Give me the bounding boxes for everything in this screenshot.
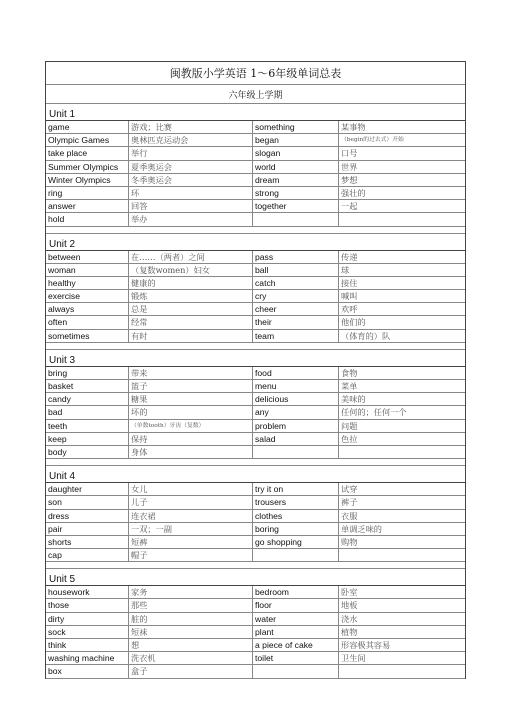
english-word: toilet: [252, 652, 338, 664]
table-row: [46, 161, 465, 174]
table-row: [46, 251, 465, 264]
chinese-meaning: 夏季奥运会: [128, 161, 252, 173]
english-word: delicious: [252, 393, 338, 405]
table-row: [46, 586, 465, 599]
chinese-meaning: 帽子: [128, 549, 252, 561]
table-row: [46, 134, 465, 147]
english-word: food: [252, 367, 338, 379]
chinese-meaning: 植物: [338, 626, 465, 638]
table-row: [46, 316, 465, 329]
english-word: hold: [48, 214, 65, 225]
chinese-meaning: 环: [128, 187, 252, 199]
english-word: trousers: [252, 496, 338, 508]
english-word: pass: [252, 251, 338, 263]
chinese-meaning: 篮子: [128, 380, 252, 392]
unit-heading: Unit 1: [46, 104, 465, 121]
chinese-meaning: 购物: [338, 536, 465, 548]
english-word: teeth: [48, 420, 68, 431]
chinese-meaning: 卫生间: [338, 652, 465, 664]
english-word: cry: [252, 290, 338, 302]
chinese-meaning: 世界: [338, 161, 465, 173]
chinese-meaning: 某事物: [338, 121, 465, 133]
english-word: cap: [48, 550, 62, 561]
chinese-meaning: 回答: [128, 200, 252, 212]
unit-spacer: [46, 227, 465, 234]
chinese-meaning: 任何的；任何一个: [338, 406, 465, 418]
unit-spacer: [46, 343, 465, 350]
table-row: [46, 187, 465, 200]
table-row: [46, 213, 465, 226]
chinese-meaning: 奥林匹克运动会: [128, 134, 252, 146]
chinese-meaning: 脏的: [128, 613, 252, 625]
english-word: go shopping: [252, 536, 338, 548]
units-container: [46, 104, 465, 679]
english-word: problem: [252, 420, 338, 432]
english-word: woman: [48, 264, 76, 275]
english-word: plant: [252, 626, 338, 638]
chinese-meaning: 家务: [128, 586, 252, 598]
chinese-meaning: 球: [338, 264, 465, 276]
chinese-meaning: 举办: [128, 213, 252, 225]
english-word: began: [252, 134, 338, 146]
english-word: salad: [252, 433, 338, 445]
english-word: housework: [48, 587, 90, 598]
term-subtitle: 六年级上学期: [46, 85, 465, 104]
english-word: try it on: [252, 483, 338, 495]
table-row: [46, 330, 465, 343]
chinese-meaning: 那些: [128, 599, 252, 611]
english-word: basket: [48, 381, 74, 391]
chinese-meaning: [338, 549, 465, 561]
english-word: exercise: [48, 291, 80, 302]
chinese-meaning: [338, 665, 465, 677]
chinese-meaning: 衣服: [338, 510, 465, 522]
chinese-meaning: 口号: [338, 147, 465, 159]
english-word: often: [48, 317, 68, 328]
english-word: [252, 549, 338, 561]
english-word: Winter Olympics: [48, 174, 111, 185]
chinese-meaning: 强壮的: [338, 187, 465, 199]
chinese-meaning: 一双；一副: [128, 523, 252, 535]
table-row: [46, 200, 465, 213]
english-word: bad: [48, 407, 63, 418]
table-row: [46, 290, 465, 303]
chinese-meaning: 洗衣机: [128, 652, 252, 664]
chinese-meaning: 食物: [338, 367, 465, 379]
chinese-meaning: 总是: [128, 303, 252, 315]
chinese-meaning: （体育的）队: [338, 330, 465, 342]
table-row: [46, 147, 465, 160]
english-word: world: [252, 161, 338, 173]
chinese-meaning: 盒子: [128, 665, 252, 677]
english-word: floor: [252, 599, 338, 611]
table-row: [46, 483, 465, 496]
table-row: [46, 549, 465, 562]
chinese-meaning: 连衣裙: [128, 510, 252, 522]
english-word: answer: [48, 201, 76, 212]
english-word: pair: [48, 523, 63, 534]
english-word: daughter: [48, 484, 82, 495]
english-word: keep: [48, 433, 67, 444]
chinese-meaning: [338, 213, 465, 225]
english-word: think: [48, 640, 67, 650]
chinese-meaning: 有时: [128, 330, 252, 342]
chinese-meaning: 游戏；比赛: [128, 121, 252, 133]
table-row: [46, 277, 465, 290]
table-row: [46, 174, 465, 187]
chinese-meaning: 身体: [128, 446, 252, 458]
chinese-meaning: 问题: [338, 420, 465, 432]
unit-spacer: [46, 459, 465, 466]
table-row: [46, 433, 465, 446]
english-word: son: [48, 497, 62, 508]
chinese-meaning: 色拉: [338, 433, 465, 445]
chinese-meaning: 女儿: [128, 483, 252, 495]
english-word: sometimes: [48, 330, 90, 341]
table-row: [46, 496, 465, 509]
english-word: sock: [48, 626, 66, 637]
english-word: dream: [252, 174, 338, 186]
chinese-meaning: 举行: [128, 147, 252, 159]
chinese-meaning: 菜单: [338, 380, 465, 392]
chinese-meaning: 单调乏味的: [338, 523, 465, 535]
chinese-meaning: （单数tooth）牙齿（复数）: [128, 420, 252, 432]
english-word: dress: [48, 510, 70, 521]
chinese-meaning: 儿子: [128, 496, 252, 508]
chinese-meaning: （复数women）妇女: [128, 264, 252, 276]
chinese-meaning: 经常: [128, 316, 252, 328]
chinese-meaning: 健康的: [128, 277, 252, 289]
english-word: box: [48, 666, 62, 677]
english-word: together: [252, 200, 338, 212]
chinese-meaning: 坏的: [128, 406, 252, 418]
english-word: healthy: [48, 277, 76, 288]
table-row: [46, 599, 465, 612]
chinese-meaning: 保持: [128, 433, 252, 445]
table-row: [46, 665, 465, 678]
table-row: [46, 367, 465, 380]
chinese-meaning: （begin的过去式）开始: [338, 134, 465, 146]
chinese-meaning: [338, 446, 465, 458]
chinese-meaning: 一起: [338, 200, 465, 212]
english-word: game: [48, 122, 70, 132]
english-word: slogan: [252, 147, 338, 159]
table-row: [46, 264, 465, 277]
table-row: [46, 420, 465, 433]
chinese-meaning: 地板: [338, 599, 465, 611]
chinese-meaning: 传递: [338, 251, 465, 263]
chinese-meaning: 在……（两者）之间: [128, 251, 252, 263]
english-word: bring: [48, 367, 68, 378]
chinese-meaning: 形容极其容易: [338, 639, 465, 651]
english-word: shorts: [48, 536, 72, 547]
english-word: catch: [252, 277, 338, 289]
chinese-meaning: 冬季奥运会: [128, 174, 252, 186]
english-word: Summer Olympics: [48, 161, 119, 172]
table-row: [46, 406, 465, 419]
english-word: any: [252, 406, 338, 418]
chinese-meaning: 糖果: [128, 393, 252, 405]
chinese-meaning: 短袜: [128, 626, 252, 638]
unit-spacer: [46, 562, 465, 569]
table-row: [46, 626, 465, 639]
vocabulary-table: [45, 61, 466, 679]
chinese-meaning: 想: [128, 639, 252, 651]
chinese-meaning: 浇水: [338, 613, 465, 625]
table-title: 闽教版小学英语 1～6年级单词总表: [46, 62, 465, 85]
unit-heading: Unit 2: [46, 234, 465, 251]
table-row: [46, 523, 465, 536]
unit-heading: Unit 4: [46, 466, 465, 483]
english-word: [252, 665, 338, 677]
chinese-meaning: 美味的: [338, 393, 465, 405]
english-word: Olympic Games: [48, 135, 110, 146]
table-row: [46, 303, 465, 316]
table-row: [46, 446, 465, 459]
english-word: something: [252, 121, 338, 133]
chinese-meaning: 卧室: [338, 586, 465, 598]
english-word: team: [252, 330, 338, 342]
chinese-meaning: 带来: [128, 367, 252, 379]
english-word: [252, 446, 338, 458]
english-word: between: [48, 251, 81, 262]
english-word: ball: [252, 264, 338, 276]
unit-heading: Unit 5: [46, 569, 465, 586]
english-word: dirty: [48, 613, 65, 624]
english-word: [252, 213, 338, 225]
english-word: boring: [252, 523, 338, 535]
english-word: take place: [48, 148, 88, 159]
english-word: clothes: [252, 510, 338, 522]
english-word: those: [48, 600, 70, 611]
chinese-meaning: 欢呼: [338, 303, 465, 315]
chinese-meaning: 裤子: [338, 496, 465, 508]
english-word: a piece of cake: [252, 639, 338, 651]
table-row: [46, 393, 465, 406]
table-row: [46, 510, 465, 523]
chinese-meaning: 锻炼: [128, 290, 252, 302]
english-word: their: [252, 316, 338, 328]
chinese-meaning: 喊叫: [338, 290, 465, 302]
english-word: cheer: [252, 303, 338, 315]
chinese-meaning: 短裤: [128, 536, 252, 548]
table-row: [46, 536, 465, 549]
chinese-meaning: 试穿: [338, 483, 465, 495]
english-word: washing machine: [48, 653, 115, 664]
table-row: [46, 121, 465, 134]
table-row: [46, 380, 465, 393]
table-row: [46, 639, 465, 652]
chinese-meaning: 接住: [338, 277, 465, 289]
english-word: menu: [252, 380, 338, 392]
english-word: water: [252, 613, 338, 625]
english-word: always: [48, 304, 75, 315]
chinese-meaning: 他们的: [338, 316, 465, 328]
table-row: [46, 613, 465, 626]
english-word: candy: [48, 394, 71, 405]
unit-heading: Unit 3: [46, 350, 465, 367]
english-word: bedroom: [252, 586, 338, 598]
english-word: strong: [252, 187, 338, 199]
table-row: [46, 652, 465, 665]
english-word: ring: [48, 187, 63, 198]
chinese-meaning: 梦想: [338, 174, 465, 186]
english-word: body: [48, 446, 67, 457]
